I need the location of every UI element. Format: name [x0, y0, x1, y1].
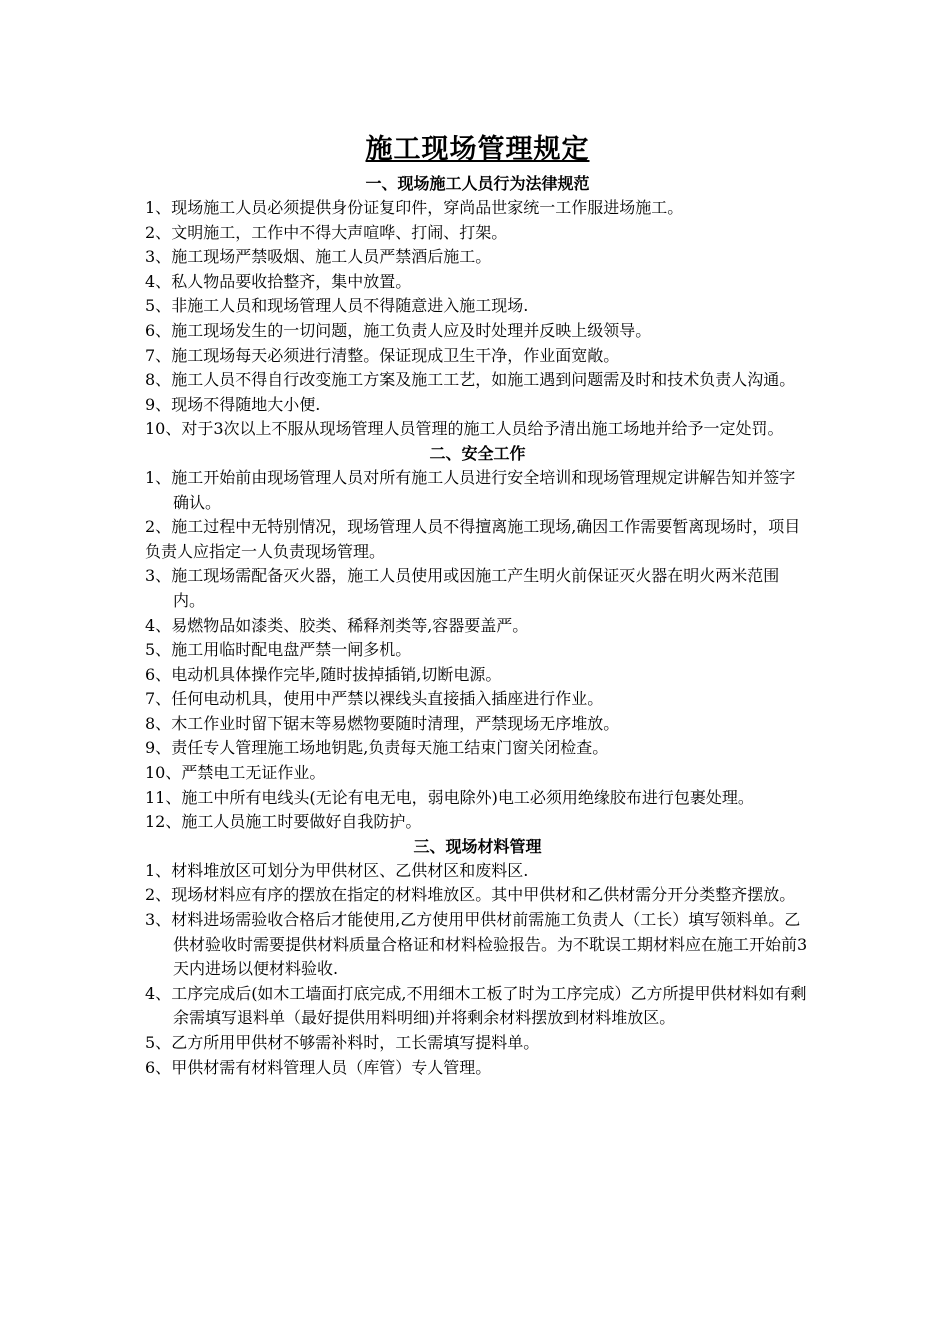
item-number: 7、: [145, 345, 172, 365]
item-number: 2、: [145, 222, 172, 242]
item-text: 施工现场需配备灭火器，施工人员使用或因施工产生明火前保证灭火器在明火两米范围内。: [171, 566, 780, 610]
item-number: 5、: [145, 640, 172, 660]
item-text: 电动机具体操作完毕,随时拔掉插销,切断电源。: [171, 664, 502, 684]
item-text: 施工现场发生的一切问题，施工负责人应及时处理并反映上级领导。: [171, 320, 652, 340]
item-text: 对于3次以上不服从现场管理人员管理的施工人员给予清出施工场地并给予一定处罚。: [181, 419, 784, 439]
item-number: 1、: [145, 860, 172, 880]
item-number: 10、: [145, 763, 182, 783]
rule-list: [145, 196, 810, 442]
item-text: 严禁电工无证作业。: [181, 763, 326, 783]
list-item: [145, 982, 810, 1031]
item-text: 材料进场需验收合格后才能使用,乙方使用甲供材前需施工负责人（工长）填写领料单。乙供材验收时需要提供材料质量合格证和材料检验报告。为不耽误工期材料应在施工开始前3天内进场以便材料验收.: [171, 910, 808, 979]
section-2: [145, 442, 810, 835]
item-number: 2、: [145, 885, 172, 905]
section-heading: 二、安全工作: [429, 443, 526, 463]
sections-container: [145, 172, 810, 1080]
list-item: [145, 564, 810, 613]
section-heading: 一、现场施工人员行为法律规范: [365, 174, 590, 193]
item-number: 4、: [145, 983, 172, 1003]
list-item: [145, 687, 810, 712]
list-item: [145, 221, 810, 246]
list-item: [145, 344, 810, 369]
list-item: [145, 319, 810, 344]
list-item: [145, 196, 810, 221]
item-text: 甲供材需有材料管理人员（库管）专人管理。: [171, 1057, 492, 1077]
list-item: [145, 908, 810, 982]
item-number: 8、: [145, 713, 172, 733]
item-number: 10、: [145, 419, 182, 439]
list-item: [145, 638, 810, 663]
item-text: 现场施工人员必须提供身份证复印件，穿尚品世家统一工作服进场施工。: [171, 198, 684, 217]
item-text: 私人物品要收拾整齐，集中放置。: [171, 271, 412, 291]
list-item: [145, 270, 810, 295]
item-text: 施工人员不得自行改变施工方案及施工工艺，如施工遇到问题需及时和技术负责人沟通。: [171, 370, 796, 390]
item-text: 乙方所用甲供材不够需补料时，工长需填写提料单。: [171, 1033, 540, 1052]
item-number: 7、: [145, 689, 172, 709]
item-number: 11、: [145, 787, 182, 807]
list-item: [145, 761, 810, 786]
list-item: [145, 368, 810, 393]
list-item: [145, 663, 810, 688]
list-item: [145, 1056, 810, 1081]
item-text: 现场材料应有序的摆放在指定的材料堆放区。其中甲供材和乙供材需分开分类整齐摆放。: [171, 885, 796, 905]
list-item: [145, 786, 810, 811]
item-text: 责任专人管理施工场地钥匙,负责每天施工结束门窗关闭检查。: [171, 738, 609, 758]
list-item: [145, 712, 810, 737]
item-number: 5、: [145, 1033, 172, 1052]
item-number: 1、: [145, 467, 172, 487]
list-item: [145, 466, 810, 515]
item-text: 施工用临时配电盘严禁一闸多机。: [171, 640, 412, 660]
list-item: [145, 736, 810, 761]
list-item: [145, 417, 810, 442]
item-text: 施工现场严禁吸烟、施工人员严禁酒后施工。: [171, 247, 492, 267]
item-number: 9、: [145, 738, 172, 758]
item-text: 任何电动机具，使用中严禁以裸线头直接插入插座进行作业。: [171, 689, 604, 709]
document-title: 施工现场管理规定: [365, 134, 590, 165]
list-item: [145, 515, 810, 564]
section-1: [145, 172, 810, 442]
item-number: 5、: [145, 296, 172, 316]
item-text: 文明施工，工作中不得大声喧哗、打闹、打架。: [171, 222, 508, 242]
item-number: 6、: [145, 320, 172, 340]
section-3: [145, 835, 810, 1080]
list-item: [145, 614, 810, 639]
document-body: [145, 132, 810, 1080]
item-text: 施工开始前由现场管理人员对所有施工人员进行安全培训和现场管理规定讲解告知并签字确认。: [171, 467, 796, 512]
item-number: 12、: [145, 812, 182, 832]
item-text: 施工过程中无特别情况，现场管理人员不得擅离施工现场,确因工作需要暂离现场时，项目负责人应指定一人负责现场管理。: [145, 517, 801, 561]
list-item: [145, 245, 810, 270]
item-text: 木工作业时留下锯末等易燃物要随时清理，严禁现场无序堆放。: [171, 713, 620, 733]
item-number: 6、: [145, 664, 172, 684]
rule-list: [145, 859, 810, 1080]
rule-list: [145, 466, 810, 835]
list-item: [145, 294, 810, 319]
item-number: 4、: [145, 271, 172, 291]
item-number: 6、: [145, 1057, 172, 1077]
item-number: 3、: [145, 247, 172, 267]
list-item: [145, 810, 810, 835]
item-number: 4、: [145, 615, 172, 635]
list-item: [145, 1031, 810, 1056]
section-heading: 三、现场材料管理: [413, 836, 542, 856]
list-item: [145, 393, 810, 418]
item-text: 施工现场每天必须进行清整。保证现成卫生干净，作业面宽敞。: [171, 345, 620, 365]
list-item: [145, 859, 810, 884]
item-text: 施工中所有电线头(无论有电无电，弱电除外)电工必须用绝缘胶布进行包裹处理。: [181, 787, 754, 807]
item-number: 2、: [145, 517, 172, 537]
list-item: [145, 883, 810, 908]
item-number: 8、: [145, 370, 172, 390]
item-text: 易燃物品如漆类、胶类、稀释剂类等,容器要盖严。: [171, 615, 529, 635]
item-text: 材料堆放区可划分为甲供材区、乙供材区和废料区.: [171, 860, 529, 880]
item-number: 3、: [145, 910, 172, 930]
item-text: 施工人员施工时要做好自我防护。: [181, 812, 422, 832]
item-number: 3、: [145, 566, 172, 586]
item-text: 非施工人员和现场管理人员不得随意进入施工现场.: [171, 296, 529, 316]
item-text: 现场不得随地大小便.: [171, 394, 321, 414]
item-number: 9、: [145, 394, 172, 414]
item-text: 工序完成后(如木工墙面打底完成,不用细木工板了时为工序完成）乙方所提甲供材料如有剩余需填写退料单（最好提供用料明细)并将剩余材料摆放到材料堆放区。: [171, 983, 807, 1028]
item-number: 1、: [145, 198, 172, 217]
